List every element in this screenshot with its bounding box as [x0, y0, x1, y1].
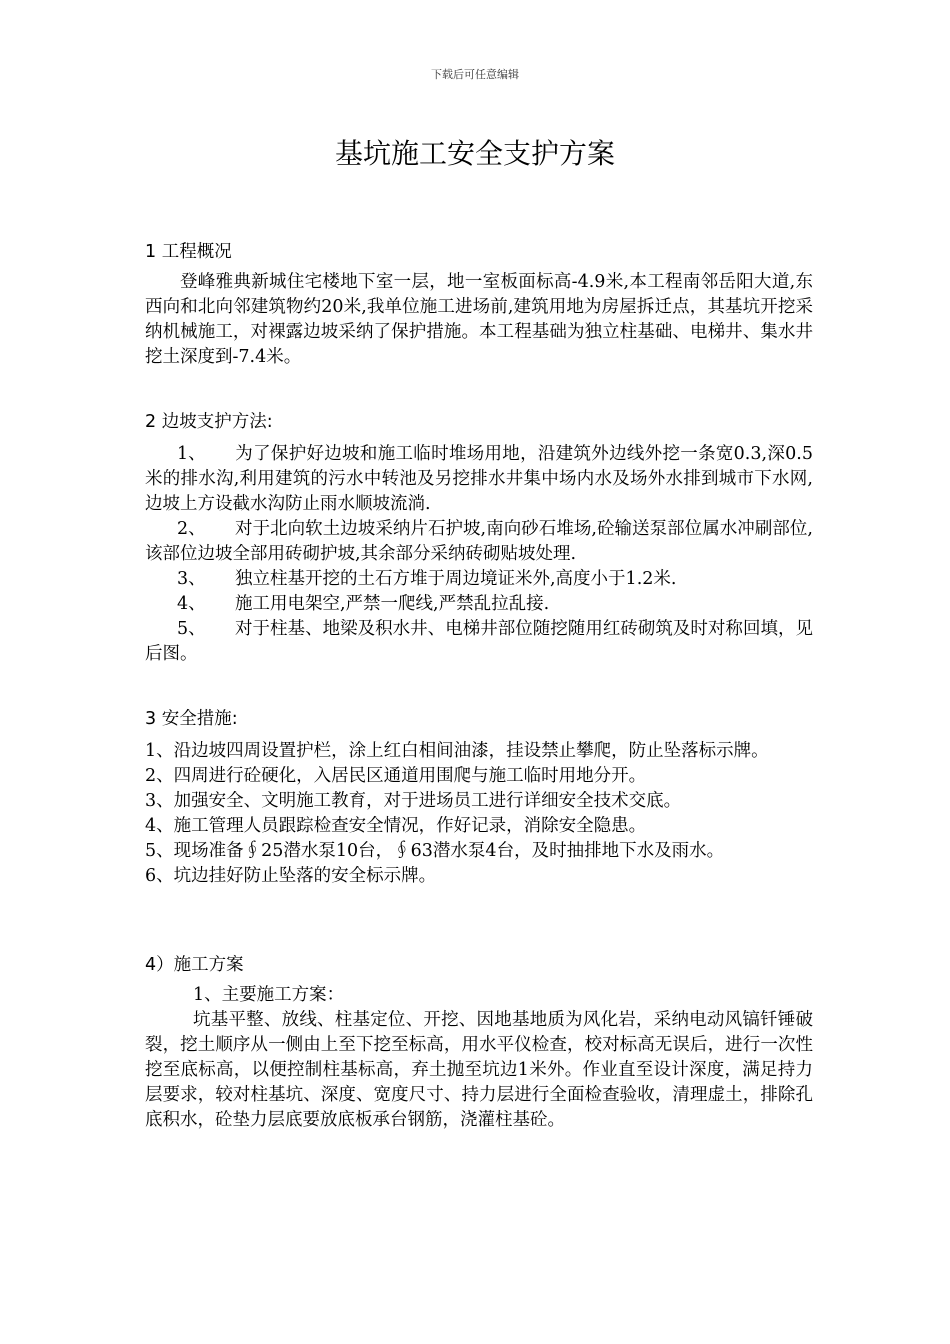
list-item-text: 独立柱基开挖的土石方堆于周边境证米外,高度小于1.2米.	[235, 569, 677, 589]
document-title: 基坑施工安全支护方案	[334, 137, 615, 170]
page-header-note: 下载后可任意编辑	[431, 68, 519, 81]
section-3-heading: 3 安全措施:	[145, 709, 238, 729]
list-item: 2、四周进行砼硬化，入居民区通道用围爬与施工临时用地分开。	[145, 766, 647, 786]
list-item-text: 对于柱基、地梁及积水井、电梯井部位随挖随用红砖砌筑及时对称回填，见后图。	[145, 619, 813, 664]
section-1-heading: 1 工程概况	[145, 242, 232, 262]
list-item: 6、坑边挂好防止坠落的安全标示牌。	[145, 866, 437, 886]
section-2-list	[145, 442, 813, 667]
list-item: 5、现场准备∮25潜水泵10台，∮63潜水泵4台，及时抽排地下水及雨水。	[145, 841, 725, 861]
section-4-heading: 4）施工方案	[145, 955, 244, 975]
document-body	[145, 240, 813, 1133]
list-item	[145, 592, 813, 617]
list-item-number: 1、	[177, 444, 206, 464]
section-4-paragraph: 坑基平整、放线、柱基定位、开挖、因地基地质为风化岩，采纳电动风镐钎锤破裂，挖土顺序从一侧由上至下挖至标高，用水平仪检查，校对标高无误后，进行一次性挖至底标高，以便控制柱基标高，弃土抛至坑边1米外。作业直至设计深度，满足持力层要求，较对柱基坑、深度、宽度尺寸、持力层进行全面检查验收，清理虚土，排除孔底积水，砼垫力层底要放底板承台钢筋，浇灌柱基砼。	[145, 1010, 813, 1130]
section-4-subheading: 1、主要施工方案：	[193, 985, 345, 1005]
list-item-text: 为了保护好边坡和施工临时堆场用地，沿建筑外边线外挖一条宽0.3,深0.5米的排水沟,利用建筑的污水中转池及另挖排水井集中场内水及场外水排到城市下水网,边坡上方设截水沟防止雨水顺坡流淌.	[145, 444, 813, 514]
section-1-paragraph: 登峰雅典新城住宅楼地下室一层，地一室板面标高-4.9米,本工程南邻岳阳大道,东西向和北向邻建筑物约20米,我单位施工进场前,建筑用地为房屋拆迁点，其基坑开挖采纳机械施工，对裸露边坡采纳了保护措施。本工程基础为独立柱基础、电梯井、集水井挖土深度到-7.4米。	[145, 272, 813, 367]
list-item-number: 4、	[177, 594, 206, 614]
list-item: 3、加强安全、文明施工教育，对于进场员工进行详细安全技术交底。	[145, 791, 682, 811]
section-3-list	[145, 739, 813, 889]
list-item: 1、沿边坡四周设置护栏，涂上红白相间油漆，挂设禁止攀爬，防止坠落标示牌。	[145, 741, 769, 761]
list-item-text: 对于北向软土边坡采纳片石护坡,南向砂石堆场,砼输送泵部位属水冲刷部位,该部位边坡全部用砖砌护坡,其余部分采纳砖砌贴坡处理.	[145, 519, 813, 564]
list-item	[145, 567, 813, 592]
list-item-text: 施工用电架空,严禁一爬线,严禁乱拉乱接.	[235, 594, 550, 614]
list-item	[145, 442, 813, 517]
section-2-heading: 2 边坡支护方法:	[145, 412, 273, 432]
list-item	[145, 517, 813, 567]
list-item-number: 2、	[177, 519, 206, 539]
list-item-number: 5、	[177, 619, 206, 639]
list-item: 4、施工管理人员跟踪检查安全情况，作好记录，消除安全隐患。	[145, 816, 647, 836]
list-item	[145, 617, 813, 667]
list-item-number: 3、	[177, 569, 206, 589]
